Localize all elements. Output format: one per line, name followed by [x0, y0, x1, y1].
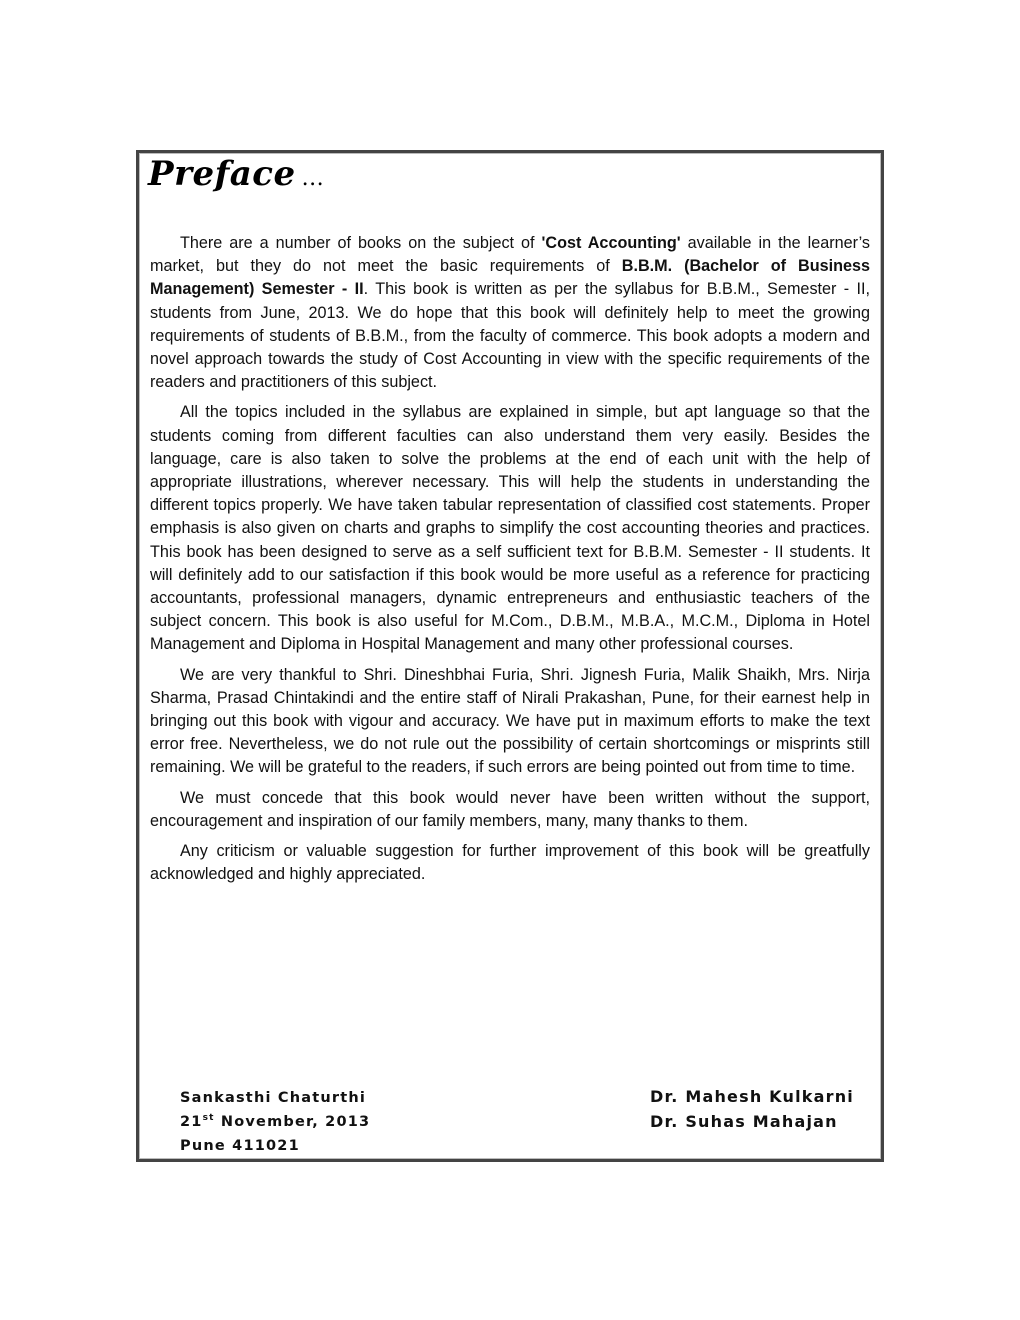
paragraph-1: [150, 232, 870, 394]
paragraph-1-text-b: available in the learner’s market, but they do not meet the basic requirements of: [150, 234, 870, 276]
paragraph-1-text-c: . This book is written as per the syllabus for B.B.M., Semester - II, students from June, 2013. We do hope that this book will definitely help to meet the growing requirements of students of B.B.M., from the faculty of commerce. This book adopts a modern and novel approach towards the study of Cost Accounting in view with the specific requirements of the readers and practitioners of this subject.: [150, 280, 870, 392]
preface-body: [150, 232, 870, 893]
paragraph-1-text-a: There are a number of books on the subject of: [180, 234, 542, 252]
author-2: Dr. Suhas Mahajan: [650, 1112, 838, 1131]
author-1: Dr. Mahesh Kulkarni: [650, 1087, 854, 1106]
date-day: 21: [180, 1114, 203, 1130]
title-text: Preface: [148, 154, 296, 194]
signature-place-date: [180, 1086, 370, 1158]
place-line: Pune 411021: [180, 1138, 300, 1154]
paragraph-3: We are very thankful to Shri. Dineshbhai Furia, Shri. Jignesh Furia, Malik Shaikh, Mrs. Nirja Sharma, Prasad Chintakindi and the entire staff of Nirali Prakashan, Pune, for their earnest help in bringing out this book with vigour and accuracy. We have put in maximum efforts to make the text error free. Nevertheless, we do not rule out the possibility of certain shortcomings or misprints still remaining. We will be grateful to the readers, if such errors are being pointed out from time to time.: [150, 665, 870, 777]
signature-authors: [650, 1084, 854, 1134]
book-subject-bold: 'Cost Accounting': [541, 234, 681, 252]
page-title: [148, 154, 324, 194]
occasion-line: Sankasthi Chaturthi: [180, 1090, 367, 1106]
course-name-bold: B.B.M. (Bachelor of Business Management) Semester - II: [150, 257, 870, 299]
date-ordinal-suffix: st: [202, 1113, 215, 1123]
paragraph-2: All the topics included in the syllabus are explained in simple, but apt language so that the students coming from different faculties can also understand them very easily. Besides the language, care is also taken to solve the problems at the end of each unit with the help of appropriate illustrations, wherever necessary. This will help the students in understanding the different topics properly. We have taken tabular representation of classified cost statements. Proper emphasis is also given on charts and graphs to simplify the cost accounting theories and practices. This book has been designed to serve as a self sufficient text for B.B.M. Semester - II students. It will definitely add to our satisfaction if this book would be more useful as a reference for practicing accountants, professional managers, dynamic entrepreneurs and enthusiastic teachers of the subject concern. This book is also useful for M.Com., D.B.M., M.B.A., M.C.M., Diploma in Hotel Management and Diploma in Hospital Management and many other professional courses.: [150, 403, 870, 654]
paragraph-5: Any criticism or valuable suggestion for further improvement of this book will be greatfully acknowledged and highly appreciated.: [150, 842, 870, 884]
date-month-year: November, 2013: [214, 1114, 371, 1130]
title-ellipsis: ...: [301, 166, 325, 191]
paragraph-4: We must concede that this book would never have been written without the support, encouragement and inspiration of our family members, many, many thanks to them.: [150, 788, 870, 830]
date-line: [180, 1110, 370, 1134]
